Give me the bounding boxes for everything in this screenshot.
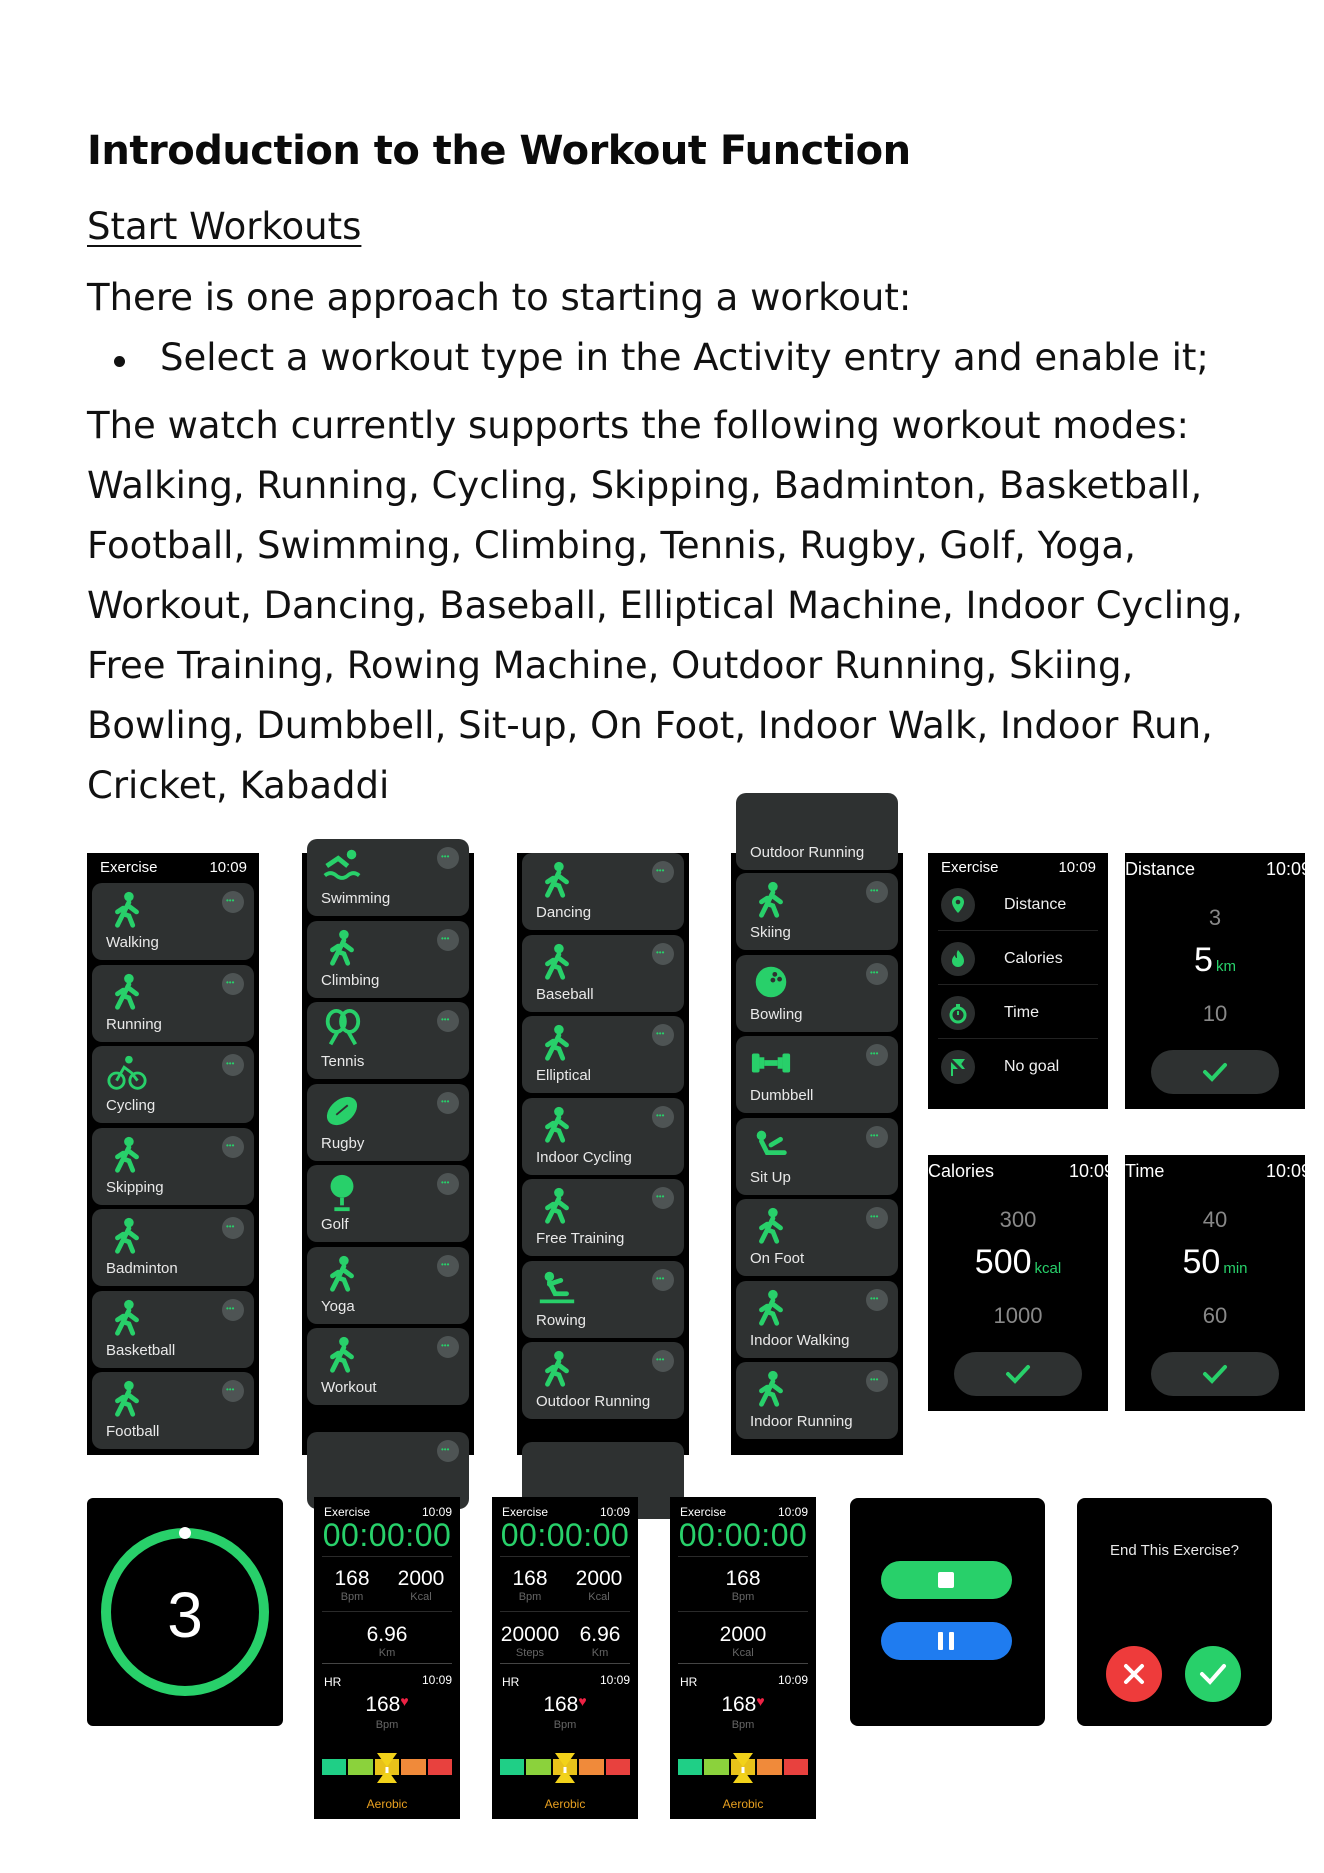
outdoor-running-icon bbox=[536, 1348, 578, 1390]
more-options-icon[interactable] bbox=[652, 1187, 674, 1209]
exercise-tile-indoor-cycling[interactable] bbox=[522, 1098, 684, 1175]
heart-rate-unit: Bpm bbox=[518, 1591, 542, 1603]
tile-label: Rowing bbox=[536, 1311, 587, 1329]
more-options-icon[interactable] bbox=[866, 1044, 888, 1066]
elliptical-icon bbox=[536, 1022, 578, 1064]
hr-zone-label: Aerobic bbox=[722, 1797, 764, 1811]
header-clock: 10:09 bbox=[1068, 1161, 1114, 1181]
pause-button[interactable] bbox=[881, 1622, 1012, 1660]
workout-session-screen-2 bbox=[492, 1497, 638, 1819]
modes-line: Bowling, Dumbbell, Sit-up, On Foot, Indoor Walk, Indoor Run, bbox=[87, 704, 1213, 747]
dumbbell-icon bbox=[750, 1042, 792, 1084]
picker-current-value[interactable] bbox=[1125, 1243, 1305, 1282]
hr-big-value: 168 bbox=[543, 1693, 579, 1716]
football-icon bbox=[106, 1378, 148, 1420]
watch-header bbox=[87, 853, 259, 883]
indoor-walking-icon bbox=[750, 1287, 792, 1329]
skiing-icon bbox=[750, 879, 792, 921]
header-title: Exercise bbox=[502, 1505, 549, 1519]
tile-label: Cycling bbox=[106, 1097, 156, 1114]
exercise-tile-skipping[interactable] bbox=[92, 1128, 254, 1205]
header-clock: 10:09 bbox=[777, 1673, 808, 1687]
exercise-tile-rowing[interactable] bbox=[522, 1261, 684, 1338]
header-title: Time bbox=[1125, 1161, 1165, 1181]
exercise-tile-skiing[interactable] bbox=[736, 873, 898, 950]
exercise-tile-cycling[interactable] bbox=[92, 1046, 254, 1123]
goal-label: Distance bbox=[1004, 896, 1067, 913]
header-clock: 10:09 bbox=[1265, 859, 1311, 879]
modes-line: Workout, Dancing, Baseball, Elliptical Machine, Indoor Cycling, bbox=[87, 584, 1243, 627]
workout-session-screen-3 bbox=[670, 1497, 816, 1819]
picker-previous-value[interactable]: 300 bbox=[999, 1207, 1037, 1232]
distance-unit: Km bbox=[378, 1647, 396, 1659]
more-options-icon[interactable] bbox=[866, 1289, 888, 1311]
more-options-icon[interactable] bbox=[222, 1136, 244, 1158]
picker-next-value[interactable]: 1000 bbox=[993, 1303, 1043, 1328]
more-options-icon[interactable] bbox=[652, 1024, 674, 1046]
picker-previous-value[interactable]: 40 bbox=[1202, 1207, 1228, 1232]
calories-value: 2000 bbox=[397, 1567, 445, 1590]
exercise-tile-dumbbell[interactable] bbox=[736, 1036, 898, 1113]
exercise-tile-golf[interactable] bbox=[307, 1165, 469, 1242]
more-options-icon[interactable] bbox=[652, 1350, 674, 1372]
heart-rate-value: 168 bbox=[725, 1567, 761, 1590]
calories-unit: Kcal bbox=[588, 1591, 610, 1603]
divider bbox=[678, 1663, 808, 1664]
exercise-tile-sit-up[interactable] bbox=[736, 1118, 898, 1195]
more-options-icon[interactable] bbox=[437, 1173, 459, 1195]
yoga-icon bbox=[321, 1253, 363, 1295]
more-options-icon[interactable] bbox=[437, 1255, 459, 1277]
indoor-cycling-icon bbox=[536, 1104, 578, 1146]
divider bbox=[678, 1556, 808, 1557]
intro-paragraph: There is one approach to starting a workout: bbox=[87, 276, 912, 319]
modes-line: Free Training, Rowing Machine, Outdoor Running, Skiing, bbox=[87, 644, 1134, 687]
divider bbox=[678, 1611, 808, 1612]
header-title: Exercise bbox=[680, 1505, 727, 1519]
tile-label: Basketball bbox=[106, 1341, 176, 1359]
goal-option-time[interactable] bbox=[938, 987, 1098, 1039]
tile-label: Bowling bbox=[750, 1005, 803, 1023]
exercise-tile-yoga[interactable] bbox=[307, 1247, 469, 1324]
exercise-tile-basketball[interactable] bbox=[92, 1291, 254, 1368]
distance-picker-screen bbox=[1125, 853, 1311, 1109]
more-options-icon[interactable] bbox=[222, 1380, 244, 1402]
goal-label: Time bbox=[1004, 1004, 1039, 1021]
exercise-tile-climbing[interactable] bbox=[307, 921, 469, 998]
cancel-button[interactable] bbox=[1106, 1646, 1162, 1702]
tile-label: Skipping bbox=[106, 1178, 164, 1196]
confirm-button[interactable] bbox=[954, 1352, 1082, 1396]
modes-line: Cricket, Kabaddi bbox=[87, 764, 390, 807]
more-options-icon[interactable] bbox=[652, 943, 674, 965]
heart-rate-value: 168 bbox=[512, 1567, 548, 1590]
tile-label: Yoga bbox=[321, 1297, 355, 1315]
more-options-icon[interactable] bbox=[652, 861, 674, 883]
rowing-icon bbox=[536, 1267, 578, 1309]
hr-unit: Bpm bbox=[375, 1719, 399, 1731]
swimming-icon bbox=[321, 845, 363, 887]
header-title: Exercise bbox=[941, 859, 999, 876]
goal-option-calories[interactable] bbox=[938, 933, 1098, 985]
partial-tile bbox=[736, 793, 898, 870]
picker-value: 500 bbox=[974, 1243, 1032, 1281]
header-title: Distance bbox=[1125, 859, 1196, 879]
picker-value: 5 bbox=[1194, 941, 1213, 979]
exercise-tile-rugby[interactable] bbox=[307, 1084, 469, 1161]
picker-unit: min bbox=[1223, 1260, 1248, 1277]
zone-pointer-icon bbox=[375, 1753, 399, 1783]
exercise-tile-swimming[interactable] bbox=[307, 839, 469, 916]
picker-unit: kcal bbox=[1034, 1260, 1062, 1277]
skipping-icon bbox=[106, 1134, 148, 1176]
elapsed-timer: 00:00:00 bbox=[500, 1517, 630, 1553]
zone-pointer-icon bbox=[553, 1753, 577, 1783]
on-foot-icon bbox=[750, 1205, 792, 1247]
no-goal-flag-icon bbox=[941, 1050, 975, 1084]
tile-label: Rugby bbox=[321, 1134, 365, 1152]
checkmark-icon bbox=[1202, 1364, 1228, 1384]
basketball-icon bbox=[106, 1297, 148, 1339]
exercise-list-screen-4 bbox=[731, 844, 903, 1455]
more-options-icon[interactable] bbox=[222, 973, 244, 995]
workout-icon bbox=[321, 1334, 363, 1376]
picker-unit: km bbox=[1215, 958, 1236, 975]
exercise-list-screen-2 bbox=[302, 853, 474, 1455]
more-options-icon[interactable] bbox=[437, 1336, 459, 1358]
header-clock: 10:09 bbox=[421, 1673, 452, 1687]
page-title: Introduction to the Workout Function bbox=[87, 128, 911, 174]
goal-option-no-goal[interactable] bbox=[938, 1041, 1098, 1093]
header-clock: 10:09 bbox=[599, 1505, 630, 1519]
exercise-tile-indoor-running[interactable] bbox=[736, 1362, 898, 1439]
free-training-icon bbox=[536, 1185, 578, 1227]
header-clock: 10:09 bbox=[599, 1673, 630, 1687]
more-options-icon[interactable] bbox=[652, 1106, 674, 1128]
tile-label: Free Training bbox=[536, 1230, 625, 1247]
divider bbox=[322, 1663, 452, 1664]
tile-label: Indoor Cycling bbox=[536, 1148, 632, 1166]
golf-icon bbox=[321, 1171, 363, 1213]
exercise-tile-outdoor-running[interactable] bbox=[522, 1342, 684, 1419]
header-clock: 10:09 bbox=[777, 1505, 808, 1519]
steps-value: 20000 bbox=[500, 1623, 560, 1646]
distance-value: 6.96 bbox=[579, 1623, 621, 1646]
heart-icon: ♥ bbox=[578, 1693, 587, 1709]
header-clock: 10:09 bbox=[1265, 1161, 1311, 1181]
more-options-icon[interactable] bbox=[437, 1092, 459, 1114]
goal-label: No goal bbox=[1004, 1058, 1060, 1075]
hr-unit: Bpm bbox=[731, 1719, 755, 1731]
picker-previous-value[interactable]: 3 bbox=[1208, 905, 1222, 930]
more-options-icon[interactable] bbox=[437, 847, 459, 869]
heart-icon: ♥ bbox=[756, 1693, 765, 1709]
time-picker-screen bbox=[1125, 1155, 1311, 1411]
sit-up-icon bbox=[750, 1124, 792, 1166]
section-heading: Start Workouts bbox=[87, 205, 362, 248]
tile-label: Dumbbell bbox=[750, 1087, 814, 1104]
tile-label: Badminton bbox=[106, 1260, 178, 1277]
tile-label: Walking bbox=[106, 934, 159, 951]
tile-label: Outdoor Running bbox=[750, 844, 865, 861]
calories-unit: Kcal bbox=[732, 1647, 754, 1659]
exercise-tile-walking[interactable] bbox=[92, 883, 254, 960]
more-options-icon[interactable] bbox=[866, 1207, 888, 1229]
divider bbox=[322, 1556, 452, 1557]
divider bbox=[500, 1663, 630, 1664]
heart-rate-unit: Bpm bbox=[731, 1591, 755, 1603]
goal-option-distance[interactable] bbox=[938, 879, 1098, 931]
header-title: Exercise bbox=[324, 1505, 371, 1519]
calories-value: 2000 bbox=[575, 1567, 623, 1590]
checkmark-icon bbox=[1005, 1364, 1031, 1384]
tile-label: Football bbox=[106, 1423, 160, 1440]
tile-label: Baseball bbox=[536, 985, 594, 1003]
tile-label: Sit Up bbox=[750, 1168, 791, 1186]
more-options-icon[interactable] bbox=[222, 1299, 244, 1321]
tile-label: Running bbox=[106, 1015, 162, 1033]
exercise-list-screen-3 bbox=[517, 853, 689, 1455]
tile-label: On Foot bbox=[750, 1250, 805, 1267]
header-clock: 10:09 bbox=[421, 1505, 452, 1519]
exercise-tile-workout[interactable] bbox=[307, 1328, 469, 1405]
exercise-tile-tennis[interactable] bbox=[307, 1002, 469, 1079]
dialog-question: End This Exercise? bbox=[1110, 1542, 1239, 1559]
divider bbox=[500, 1556, 630, 1557]
hr-unit: Bpm bbox=[553, 1719, 577, 1731]
countdown-screen bbox=[87, 1498, 283, 1726]
exercise-tile-on-foot[interactable] bbox=[736, 1199, 898, 1276]
more-options-icon[interactable] bbox=[866, 881, 888, 903]
tile-label: Swimming bbox=[321, 890, 391, 907]
cycling-icon bbox=[106, 1052, 148, 1094]
tile-label: Elliptical bbox=[536, 1067, 592, 1084]
workout-modes-paragraph bbox=[87, 396, 1307, 816]
checkmark-icon bbox=[1199, 1662, 1227, 1686]
heart-rate-value: 168 bbox=[334, 1567, 370, 1590]
header-clock: 10:09 bbox=[209, 859, 247, 876]
hr-big-value: 168 bbox=[721, 1693, 757, 1716]
hr-zone-label: Aerobic bbox=[366, 1797, 408, 1811]
more-options-icon[interactable] bbox=[866, 1370, 888, 1392]
calories-unit: Kcal bbox=[410, 1591, 432, 1603]
divider bbox=[500, 1611, 630, 1612]
modes-line: Walking, Running, Cycling, Skipping, Badminton, Basketball, bbox=[87, 464, 1203, 507]
bowling-icon bbox=[750, 961, 792, 1003]
close-icon bbox=[1122, 1662, 1146, 1686]
elapsed-timer: 00:00:00 bbox=[322, 1517, 452, 1553]
stopwatch-icon bbox=[941, 996, 975, 1030]
workout-control-screen bbox=[850, 1498, 1045, 1726]
pause-icon bbox=[938, 1632, 954, 1650]
exercise-tile-baseball[interactable] bbox=[522, 935, 684, 1012]
tile-label: Indoor Walking bbox=[750, 1331, 850, 1349]
confirm-button[interactable] bbox=[1151, 1352, 1279, 1396]
badminton-icon bbox=[106, 1215, 148, 1257]
exercise-tile-elliptical[interactable] bbox=[522, 1016, 684, 1093]
climbing-icon bbox=[321, 927, 363, 969]
header-title: Exercise bbox=[100, 859, 158, 876]
hr-zone-label: Aerobic bbox=[544, 1797, 586, 1811]
header-clock: 10:09 bbox=[1058, 859, 1096, 876]
hr-label: HR bbox=[680, 1675, 698, 1689]
heart-icon: ♥ bbox=[400, 1693, 409, 1709]
exercise-tile-dancing[interactable] bbox=[522, 853, 684, 930]
hr-label: HR bbox=[502, 1675, 520, 1689]
picker-value: 50 bbox=[1182, 1243, 1221, 1281]
flame-icon bbox=[941, 942, 975, 976]
walking-icon bbox=[106, 889, 148, 931]
stop-icon bbox=[938, 1572, 954, 1588]
picker-next-value[interactable]: 10 bbox=[1202, 1001, 1228, 1026]
more-options-icon[interactable] bbox=[222, 1054, 244, 1076]
more-options-icon[interactable] bbox=[437, 929, 459, 951]
goal-label: Calories bbox=[1004, 950, 1063, 967]
tile-label: Workout bbox=[321, 1379, 377, 1396]
more-options-icon bbox=[437, 1440, 459, 1462]
tile-label: Golf bbox=[321, 1216, 349, 1233]
tile-label: Tennis bbox=[321, 1053, 365, 1070]
modes-line: The watch currently supports the following workout modes: bbox=[87, 404, 1189, 447]
exercise-tile-free-training[interactable] bbox=[522, 1179, 684, 1256]
rugby-icon bbox=[321, 1090, 363, 1132]
calories-value: 2000 bbox=[719, 1623, 767, 1646]
dancing-icon bbox=[536, 859, 578, 901]
baseball-icon bbox=[536, 941, 578, 983]
tile-label: Skiing bbox=[750, 924, 791, 941]
tile-label: Indoor Running bbox=[750, 1413, 853, 1430]
goal-select-screen bbox=[928, 853, 1108, 1109]
exercise-tile-indoor-walking[interactable] bbox=[736, 1281, 898, 1358]
more-options-icon[interactable] bbox=[437, 1010, 459, 1032]
modes-line: Football, Swimming, Climbing, Tennis, Rugby, Golf, Yoga, bbox=[87, 524, 1136, 567]
exercise-tile-running[interactable] bbox=[92, 965, 254, 1042]
tile-label: Outdoor Running bbox=[536, 1393, 651, 1410]
steps-unit: Steps bbox=[515, 1647, 545, 1659]
picker-next-value[interactable]: 60 bbox=[1202, 1303, 1228, 1328]
zone-pointer-icon bbox=[731, 1753, 755, 1783]
more-options-icon[interactable] bbox=[222, 891, 244, 913]
picker-current-value[interactable] bbox=[1125, 941, 1305, 980]
stop-button[interactable] bbox=[881, 1561, 1012, 1599]
elapsed-timer: 00:00:00 bbox=[678, 1517, 808, 1553]
workout-session-screen-1 bbox=[314, 1497, 460, 1819]
tile-label: Dancing bbox=[536, 904, 592, 921]
running-icon bbox=[106, 971, 148, 1013]
bullet-item bbox=[120, 336, 1209, 379]
more-options-icon[interactable] bbox=[222, 1217, 244, 1239]
confirm-button[interactable] bbox=[1151, 1050, 1279, 1094]
picker-current-value[interactable] bbox=[928, 1243, 1108, 1282]
checkmark-icon bbox=[1202, 1062, 1228, 1082]
bullet-text: Select a workout type in the Activity entry and enable it; bbox=[160, 336, 1209, 379]
exercise-list-screen-1 bbox=[87, 853, 259, 1455]
distance-unit: Km bbox=[591, 1647, 609, 1659]
exercise-tile-football[interactable] bbox=[92, 1372, 254, 1449]
indoor-running-icon bbox=[750, 1368, 792, 1410]
confirm-end-button[interactable] bbox=[1185, 1646, 1241, 1702]
distance-pin-icon bbox=[941, 888, 975, 922]
more-options-icon[interactable] bbox=[866, 1126, 888, 1148]
exercise-tile-bowling[interactable] bbox=[736, 955, 898, 1032]
distance-value: 6.96 bbox=[366, 1623, 408, 1646]
tile-label: Climbing bbox=[321, 971, 380, 989]
heart-rate-unit: Bpm bbox=[340, 1591, 364, 1603]
end-exercise-dialog bbox=[1077, 1498, 1272, 1726]
header-title: Calories bbox=[928, 1161, 995, 1181]
more-options-icon[interactable] bbox=[652, 1269, 674, 1291]
tennis-icon bbox=[321, 1008, 363, 1050]
hr-label: HR bbox=[324, 1675, 342, 1689]
calories-picker-screen bbox=[928, 1155, 1114, 1411]
exercise-tile-badminton[interactable] bbox=[92, 1209, 254, 1286]
countdown-number: 3 bbox=[167, 1579, 203, 1651]
more-options-icon[interactable] bbox=[866, 963, 888, 985]
hr-big-value: 168 bbox=[365, 1693, 401, 1716]
divider bbox=[322, 1611, 452, 1612]
